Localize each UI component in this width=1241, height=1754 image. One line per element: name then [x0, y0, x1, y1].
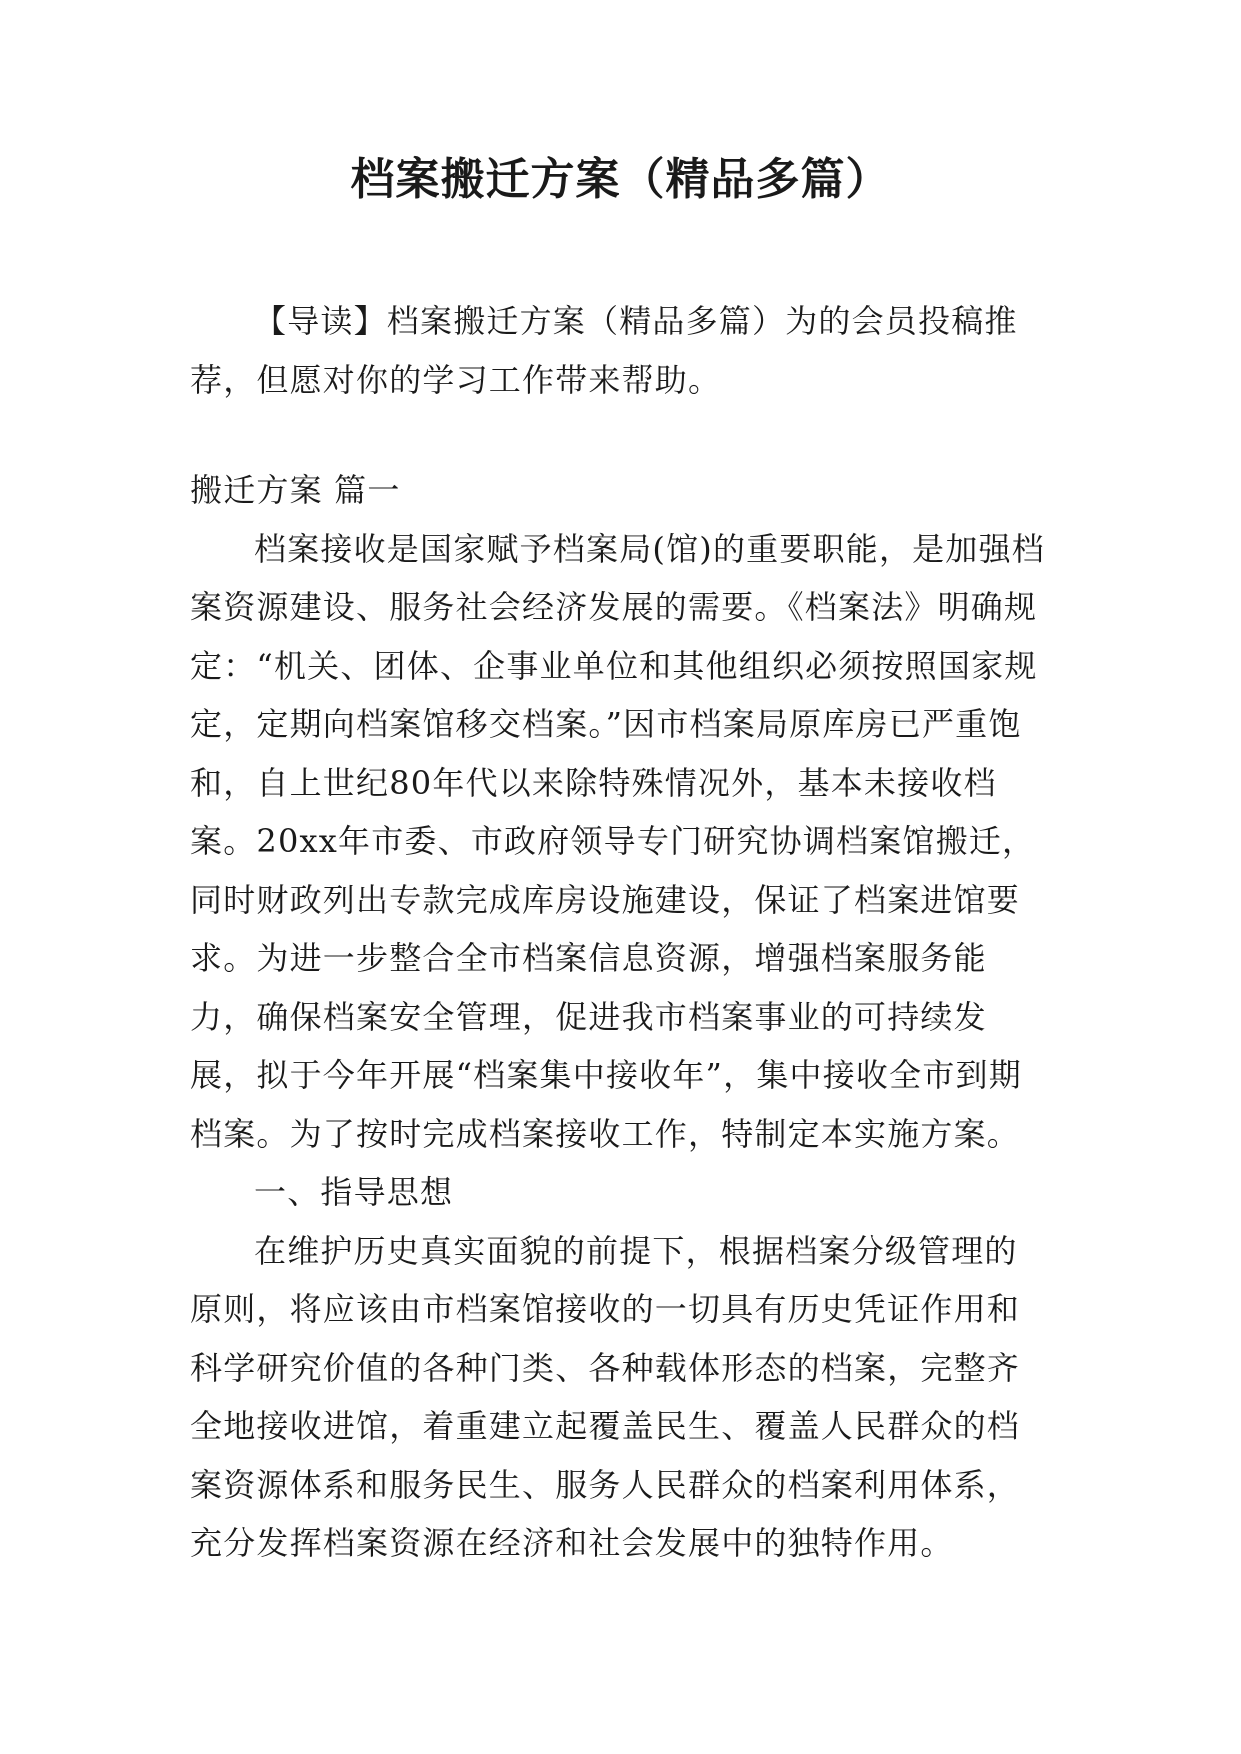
- paragraph-background: 档案接收是国家赋予档案局(馆)的重要职能，是加强档案资源建设、服务社会经济发展的需要。《档案法》明确规定：“机关、团体、企事业单位和其他组织必须按照国家规定，定期向档案馆移交档案。”因市档案局原库房已严重饱和，自上世纪80年代以来除特殊情况外，基本未接收档案。20xx年市委、市政府领导专门研究协调档案馆搬迁，同时财政列出专款完成库房设施建设，保证了档案进馆要求。为进一步整合全市档案信息资源，增强档案服务能力，确保档案安全管理，促进我市档案事业的可持续发展，拟于今年开展“档案集中接收年”，集中接收全市到期档案。为了按时完成档案接收工作，特制定本实施方案。: [190, 529, 1045, 1153]
- section-one: [190, 461, 1050, 1573]
- section-heading: 搬迁方案 篇一: [190, 471, 401, 509]
- subheading-guiding-ideology: 一、指导思想: [254, 1173, 454, 1211]
- intro-paragraph: 【导读】档案搬迁方案（精品多篇）为的会员投稿推荐，但愿对你的学习工作带来帮助。: [190, 302, 1018, 399]
- document-title: 档案搬迁方案（精品多篇）: [350, 154, 891, 205]
- paragraph-guiding-ideology: 在维护历史真实面貌的前提下，根据档案分级管理的原则，将应该由市档案馆接收的一切具有历史凭证作用和科学研究价值的各种门类、各种载体形态的档案，完整齐全地接收进馆，着重建立起覆盖民生、覆盖人民群众的档案资源体系和服务民生、服务人民群众的档案利用体系，充分发挥档案资源在经济和社会发展中的独特作用。: [190, 1231, 1021, 1562]
